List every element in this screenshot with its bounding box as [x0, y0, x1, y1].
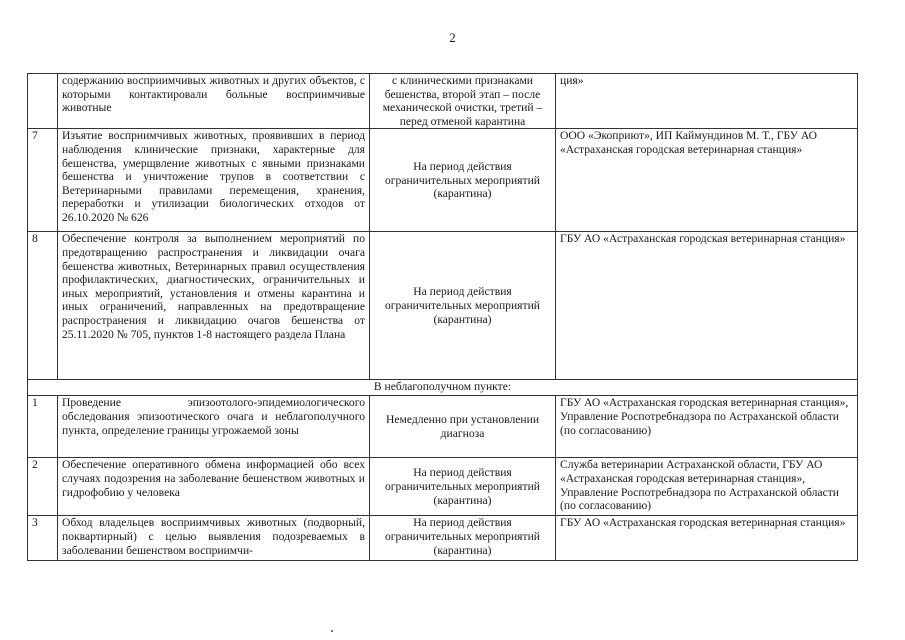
responsible-cell: ООО «Экоприют», ИП Каймундинов М. Т., ГБУ АО «Астраханская городская ветеринарная станция» — [556, 129, 858, 232]
term-cell: На период действия ограничительных мероприятий (карантина) — [370, 458, 556, 516]
responsible-cell: ГБУ АО «Астраханская городская ветеринарная станция» — [556, 232, 858, 380]
term-cell: На период действия ограничительных мероприятий (карантина) — [370, 516, 556, 561]
scan-speck — [331, 630, 333, 632]
term-cell: На период действия ограничительных мероприятий (карантина) — [370, 129, 556, 232]
row-number: 1 — [28, 396, 58, 458]
row-number: 2 — [28, 458, 58, 516]
responsible-cell: Служба ветеринарии Астраханской области, ГБУ АО «Астраханская городская ветеринарная станция», Управление Роспотребнадзора по Астраханской области (по согласованию) — [556, 458, 858, 516]
row-number: 7 — [28, 129, 58, 232]
row-number: 3 — [28, 516, 58, 561]
table-row — [28, 74, 858, 129]
section-header-row — [28, 380, 858, 396]
action-cell: Изъятие восприимчивых животных, проявивших в период наблюдения клинические признаки, характерные для бешенства, умерщвление животных с явными признаками бешенства и уничтожение трупов в соответствии с Ветеринарными правилами перемещения, хранения, переработки и утилизации биологических отходов от 26.10.2020 № 626 — [58, 129, 370, 232]
responsible-cell: ГБУ АО «Астраханская городская ветеринарная станция» — [556, 516, 858, 561]
table-row — [28, 458, 858, 516]
action-cell: содержанию восприимчивых животных и других объектов, с которыми контактировали больные восприимчивые животные — [58, 74, 370, 129]
action-cell: Обеспечение контроля за выполнением мероприятий по предотвращению распространения и ликвидации очага бешенства животных, Ветеринарных правил осуществления профилактических, диагностических, ограничительных и иных мероприятий, установления и отмены карантина и иных ограничений, направленных на предотвращение распространения и ликвидацию очагов бешенства от 25.11.2020 № 705, пунктов 1-8 настоящего раздела Плана — [58, 232, 370, 380]
term-cell: с клиническими признаками бешенства, второй этап – после механической очистки, третий – перед отменой карантина — [370, 74, 556, 129]
section-title: В неблагополучном пункте: — [28, 380, 858, 396]
action-cell: Обход владельцев восприимчивых животных (подворный, поквартирный) с целью выявления подозреваемых в заболевании бешенством восприимчи- — [58, 516, 370, 561]
term-cell: На период действия ограничительных мероприятий (карантина) — [370, 232, 556, 380]
table-row — [28, 516, 858, 561]
responsible-cell: ция» — [556, 74, 858, 129]
row-number — [28, 74, 58, 129]
table-row — [28, 396, 858, 458]
plan-table — [27, 73, 858, 561]
action-cell: Проведение эпизоотолого-эпидемиологического обследования эпизоотического очага и неблагополучного пункта, определение границы угрожаемой зоны — [58, 396, 370, 458]
page-number: 2 — [449, 30, 456, 45]
responsible-cell: ГБУ АО «Астраханская городская ветеринарная станция», Управление Роспотребнадзора по Астраханской области (по согласованию) — [556, 396, 858, 458]
table-row — [28, 129, 858, 232]
term-cell: Немедленно при установлении диагноза — [370, 396, 556, 458]
row-number: 8 — [28, 232, 58, 380]
action-cell: Обеспечение оперативного обмена информацией обо всех случаях подозрения на заболевание бешенством животных и гидрофобию у человека — [58, 458, 370, 516]
table-row — [28, 232, 858, 380]
